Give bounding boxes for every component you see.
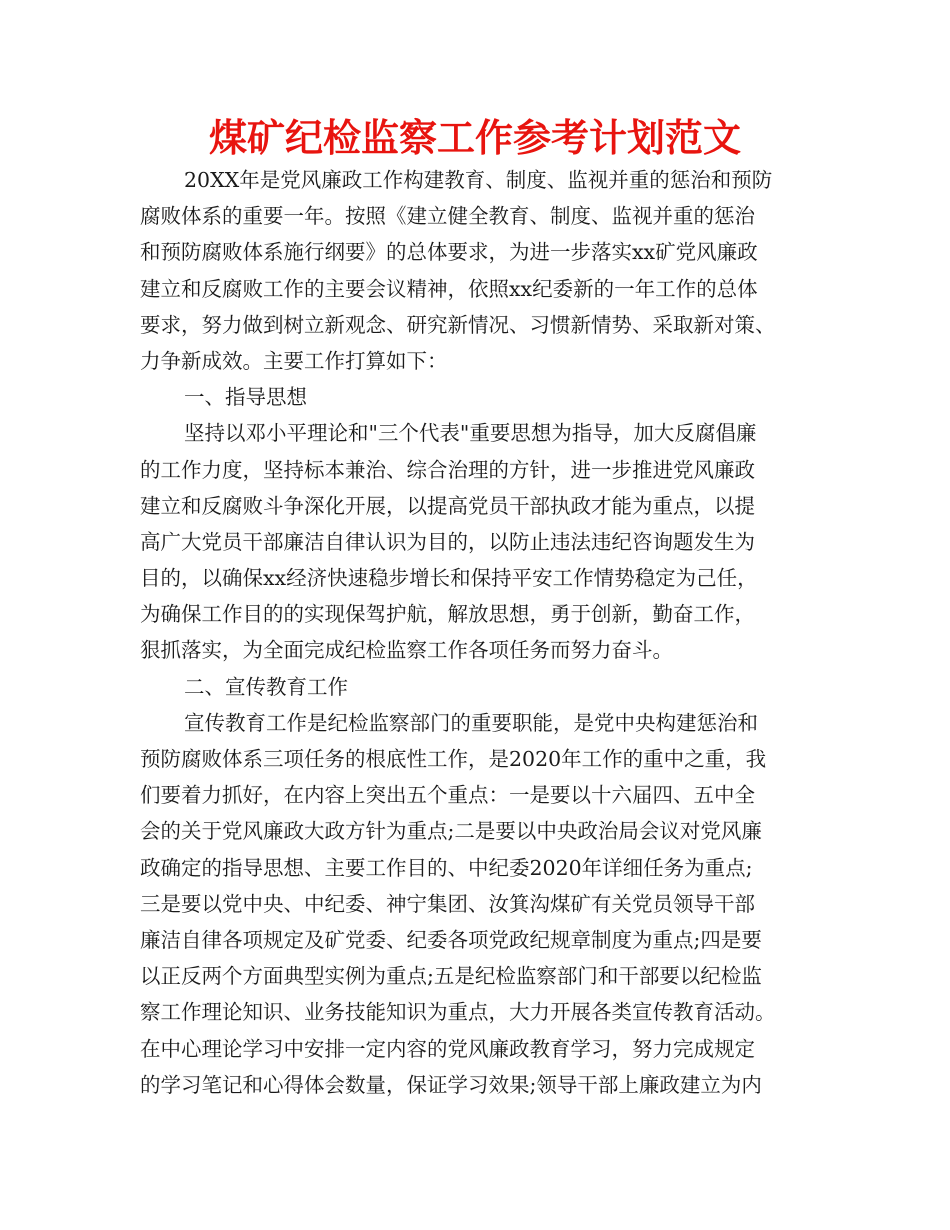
body-text-line: 狠抓落实，为全面完成纪检监察工作各项任务而努力奋斗。 [140,638,673,663]
body-text-line: 政确定的指导思想、主要工作目的、中纪委2020年详细任务为重点; [140,855,753,880]
body-text-line: 廉洁自律各项规定及矿党委、纪委各项党政纪规章制度为重点;四是要 [140,927,762,952]
document-body [140,162,840,1103]
body-text-line: 的工作力度，坚持标本兼治、综合治理的方针，进一步推进党风廉政 [140,457,755,482]
body-text-line: 在中心理论学习中安排一定内容的党风廉政教育学习，努力完成规定 [140,1036,755,1061]
body-text-line: 们要着力抓好，在内容上突出五个重点：一是要以十六届四、五中全 [140,783,755,808]
body-text-line: 高广大党员干部廉洁自律认识为目的，以防止违法违纪咨询题发生为 [140,529,755,554]
body-text-line: 的学习笔记和心得体会数量，保证学习效果;领导干部上廉政建立为内 [140,1072,762,1097]
body-text-line: 20XX年是党风廉政工作构建教育、制度、监视并重的惩治和预防 [184,168,773,192]
body-text-line: 一、指导思想 [184,385,307,410]
body-text-line: 以正反两个方面典型实例为重点;五是纪检监察部门和干部要以纪检监 [140,964,762,989]
page-title: 煤矿纪检监察工作参考计划范文 [208,116,741,160]
body-text-line: 察工作理论知识、业务技能知识为重点，大力开展各类宣传教育活动。 [140,1000,776,1025]
body-text-line: 建立和反腐败工作的主要会议精神，依照xx纪委新的一年工作的总体 [140,276,758,301]
body-text-line: 坚持以邓小平理论和"三个代表"重要思想为指导，加大反腐倡廉 [184,421,757,446]
body-text-line: 建立和反腐败斗争深化开展，以提高党员干部执政才能为重点，以提 [140,493,755,518]
body-text-line: 腐败体系的重要一年。按照《建立健全教育、制度、监视并重的惩治 [140,204,755,229]
body-text-line: 三是要以党中央、中纪委、神宁集团、汝箕沟煤矿有关党员领导干部 [140,891,755,916]
body-text-line: 会的关于党风廉政大政方针为重点;二是要以中央政治局会议对党风廉 [140,819,762,844]
body-text-line: 二、宣传教育工作 [184,674,348,699]
body-text-line: 要求，努力做到树立新观念、研究新情况、习惯新情势、采取新对策、 [140,312,776,337]
body-text-line: 和预防腐败体系施行纲要》的总体要求，为进一步落实xx矿党风廉政 [140,240,758,265]
body-text-line: 宣传教育工作是纪检监察部门的重要职能，是党中央构建惩治和 [184,710,758,735]
body-text-line: 力争新成效。主要工作打算如下： [140,348,448,373]
body-text-line: 预防腐败体系三项任务的根底性工作，是2020年工作的重中之重，我 [140,747,767,771]
body-text-line: 为确保工作目的的实现保驾护航，解放思想，勇于创新，勤奋工作， [140,602,755,627]
body-text-line: 目的，以确保xx经济快速稳步增长和保持平安工作情势稳定为己任， [140,566,758,591]
